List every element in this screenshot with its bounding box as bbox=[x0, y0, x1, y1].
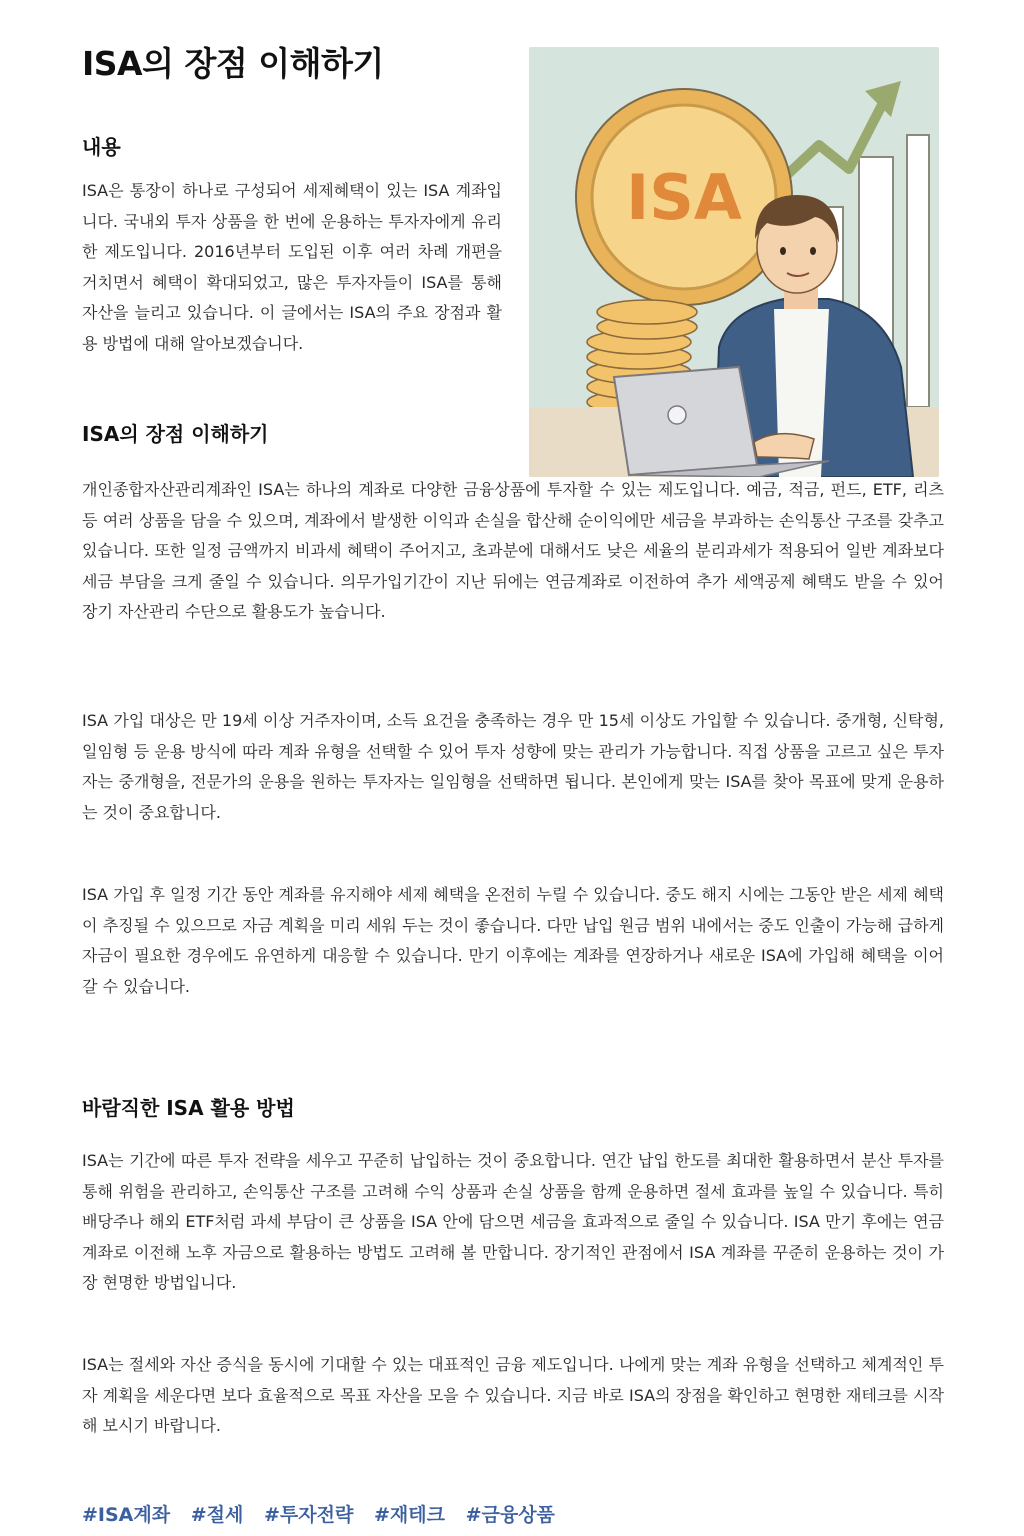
page-title: ISA의 장점 이해하기 bbox=[82, 44, 384, 83]
section-heading-benefits: ISA의 장점 이해하기 bbox=[82, 422, 269, 446]
hashtag[interactable]: #투자전략 bbox=[263, 1504, 354, 1526]
usage-paragraph-2: ISA는 절세와 자산 증식을 동시에 기대할 수 있는 대표적인 금융 제도입니다. 나에게 맞는 계좌 유형을 선택하고 체계적인 투자 계획을 세운다면 보다 효율적으로 목표 자산을 모을 수 있습니다. 지금 바로 ISA의 장점을 확인하고 현명한 재테크를 시작해 보시기 바랍니다. bbox=[82, 1355, 944, 1435]
coin-label: ISA bbox=[626, 161, 742, 234]
hashtag[interactable]: #절세 bbox=[190, 1504, 244, 1526]
benefits-paragraph-3: ISA 가입 후 일정 기간 동안 계좌를 유지해야 세제 혜택을 온전히 누릴 수 있습니다. 중도 해지 시에는 그동안 받은 세제 혜택이 추징될 수 있으므로 자금 계획을 미리 세워 두는 것이 좋습니다. 다만 납입 원금 범위 내에서는 중도 인출이 가능해 급하게 자금이 필요한 경우에도 유연하게 대응할 수 있습니다. 만기 이후에는 계좌를 연장하거나 새로운 ISA에 가입해 혜택을 이어갈 수 있습니다. bbox=[82, 885, 944, 996]
section-heading-usage: 바람직한 ISA 활용 방법 bbox=[82, 1096, 295, 1120]
section-heading-intro: 내용 bbox=[82, 135, 121, 159]
hashtag-list bbox=[82, 1500, 569, 1527]
intro-paragraph: ISA은 통장이 하나로 구성되어 세제혜택이 있는 ISA 계좌입니다. 국내외 투자 상품을 한 번에 운용하는 투자자에게 유리한 제도입니다. 2016년부터 도입된 이후 여러 차례 개편을 거치면서 혜택이 확대되었고, 많은 투자자들이 ISA를 통해 자산을 늘리고 있습니다. 이 글에서는 ISA의 주요 장점과 활용 방법에 대해 알아보겠습니다. bbox=[82, 181, 502, 353]
hero-illustration bbox=[529, 47, 939, 477]
usage-paragraph-1: ISA는 기간에 따른 투자 전략을 세우고 꾸준히 납입하는 것이 중요합니다. 연간 납입 한도를 최대한 활용하면서 분산 투자를 통해 위험을 관리하고, 손익통산 구조를 고려해 수익 상품과 손실 상품을 함께 운용하면 절세 효과를 높일 수 있습니다. 특히 배당주나 해외 ETF처럼 과세 부담이 큰 상품을 ISA 안에 담으면 세금을 효과적으로 줄일 수 있습니다. ISA 만기 후에는 연금계좌로 이전해 노후 자금으로 활용하는 방법도 고려해 볼 만합니다. 장기적인 관점에서 ISA 계좌를 꾸준히 운용하는 것이 가장 현명한 방법입니다. bbox=[82, 1151, 944, 1292]
hashtag[interactable]: #금융상품 bbox=[465, 1504, 555, 1526]
hashtag[interactable]: #재테크 bbox=[373, 1504, 445, 1526]
benefits-paragraph-1: 개인종합자산관리계좌인 ISA는 하나의 계좌로 다양한 금융상품에 투자할 수 있는 제도입니다. 예금, 적금, 펀드, ETF, 리츠 등 여러 상품을 담을 수 있으며, 계좌에서 발생한 이익과 손실을 합산해 순이익에만 세금을 부과하는 손익통산 구조를 갖추고 있습니다. 또한 일정 금액까지 비과세 혜택이 주어지고, 초과분에 대해서도 낮은 세율의 분리과세가 적용되어 일반 계좌보다 세금 부담을 크게 줄일 수 있습니다. 의무가입기간이 지난 뒤에는 연금계좌로 이전하여 추가 세액공제 혜택도 받을 수 있어 장기 자산관리 수단으로 활용도가 높습니다. bbox=[82, 480, 944, 621]
isa-coin-icon bbox=[576, 89, 792, 305]
benefits-paragraph-2: ISA 가입 대상은 만 19세 이상 거주자이며, 소득 요건을 충족하는 경우 만 15세 이상도 가입할 수 있습니다. 중개형, 신탁형, 일임형 등 운용 방식에 따라 계좌 유형을 선택할 수 있어 투자 성향에 맞는 관리가 가능합니다. 직접 상품을 고르고 싶은 투자자는 중개형을, 전문가의 운용을 원하는 투자자는 일임형을 선택하면 됩니다. 본인에게 맞는 ISA를 찾아 목표에 맞게 운용하는 것이 중요합니다. bbox=[82, 711, 944, 822]
hashtag[interactable]: #ISA계좌 bbox=[82, 1504, 171, 1526]
